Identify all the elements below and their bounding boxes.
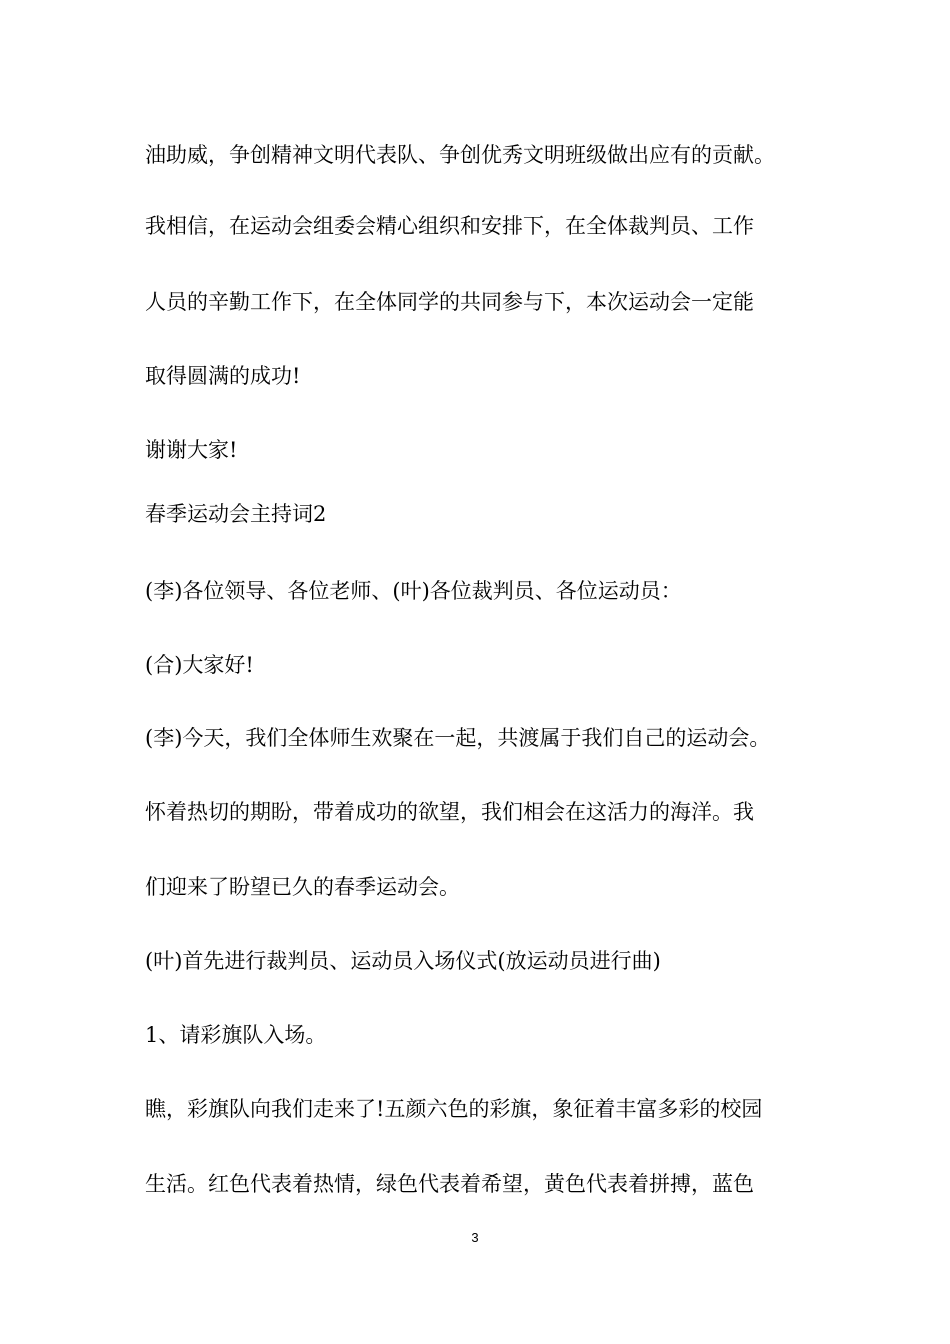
text-line: 怀着热切的期盼，带着成功的欲望，我们相会在这活力的海洋。我 [145,800,754,824]
text-line: (合)大家好! [145,653,254,677]
text-line: 取得圆满的成功! [145,364,301,388]
text-line: 油助威，争创精神文明代表队、争创优秀文明班级做出应有的贡献。 [145,143,775,167]
text-line: 生活。红色代表着热情，绿色代表着希望，黄色代表着拼搏，蓝色 [145,1172,754,1196]
text-line: 我相信，在运动会组委会精心组织和安排下，在全体裁判员、工作 [145,214,754,238]
text-line: 谢谢大家! [145,438,238,462]
text-line: (叶)首先进行裁判员、运动员入场仪式(放运动员进行曲) [145,949,661,973]
text-line: 们迎来了盼望已久的春季运动会。 [145,875,460,899]
text-line: 瞧，彩旗队向我们走来了!五颜六色的彩旗，象征着丰富多彩的校园 [145,1097,763,1121]
page-number: 3 [471,1230,479,1245]
text-line: (李)今天，我们全体师生欢聚在一起，共渡属于我们自己的运动会。 [145,726,771,750]
text-line: 人员的辛勤工作下，在全体同学的共同参与下，本次运动会一定能 [145,290,754,314]
text-line: (李)各位领导、各位老师、(叶)各位裁判员、各位运动员： [145,579,682,603]
list-item: 1、请彩旗队入场。 [145,1023,327,1047]
section-heading: 春季运动会主持词2 [145,502,327,526]
